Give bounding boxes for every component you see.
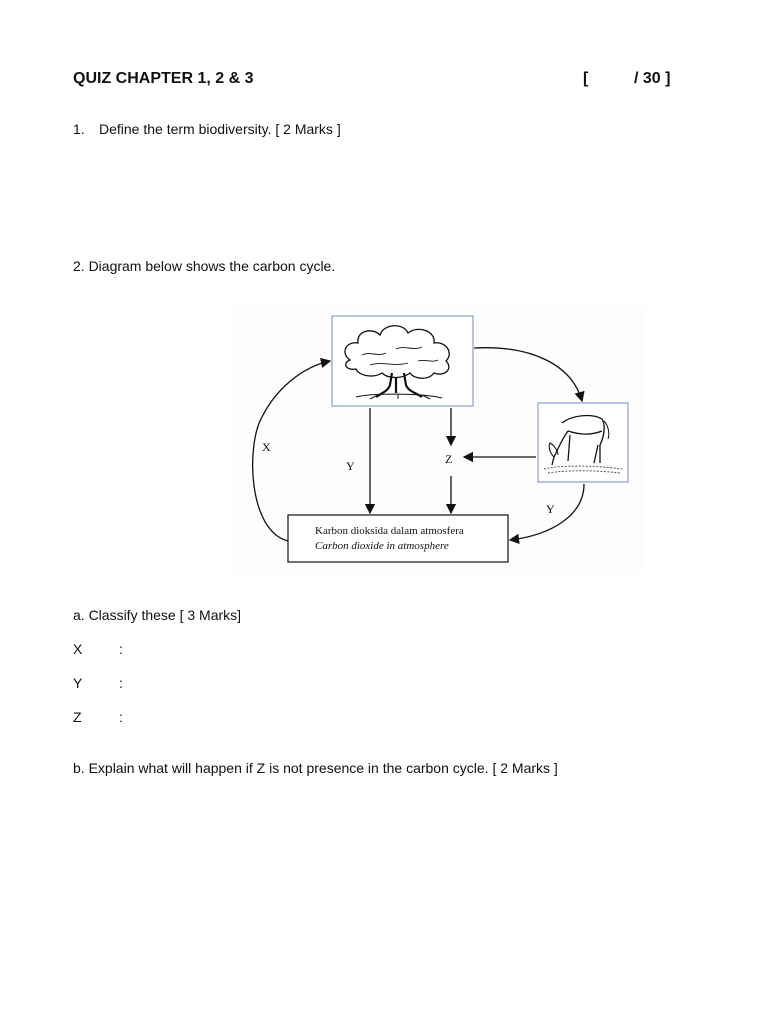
carbon-dioxide-box: [288, 515, 508, 562]
classify-label: X: [73, 641, 83, 657]
box-line-malay: Karbon dioksida dalam atmosfera: [315, 525, 464, 537]
question-2-text: 2. Diagram below shows the carbon cycle.: [73, 258, 336, 274]
question-1-number: 1.: [73, 121, 85, 137]
classify-colon: :: [119, 675, 123, 691]
question-2b-text: b. Explain what will happen if Z is not presence in the carbon cycle. [ 2 Marks ]: [73, 760, 558, 776]
label-z: Z: [445, 452, 453, 466]
question-2a-text: a. Classify these [ 3 Marks]: [73, 607, 242, 623]
label-y-right: Y: [546, 502, 555, 516]
label-x: X: [262, 440, 271, 454]
classify-label: Y: [73, 675, 83, 691]
classify-colon: :: [119, 641, 123, 657]
tree-panel: [332, 316, 473, 406]
carbon-cycle-diagram: [232, 305, 644, 573]
question-1-text: Define the term biodiversity. [ 2 Marks ]: [99, 121, 341, 137]
animal-panel: [538, 403, 628, 482]
question-1: [73, 121, 341, 137]
score-total: / 30 ]: [634, 70, 671, 87]
quiz-title: QUIZ CHAPTER 1, 2 & 3: [73, 70, 254, 87]
label-y-left: Y: [346, 459, 355, 473]
score-open-bracket: [: [583, 70, 589, 87]
box-line-english: Carbon dioxide in atmosphere: [315, 540, 449, 552]
classify-label: Z: [73, 709, 82, 725]
classify-colon: :: [119, 709, 123, 725]
